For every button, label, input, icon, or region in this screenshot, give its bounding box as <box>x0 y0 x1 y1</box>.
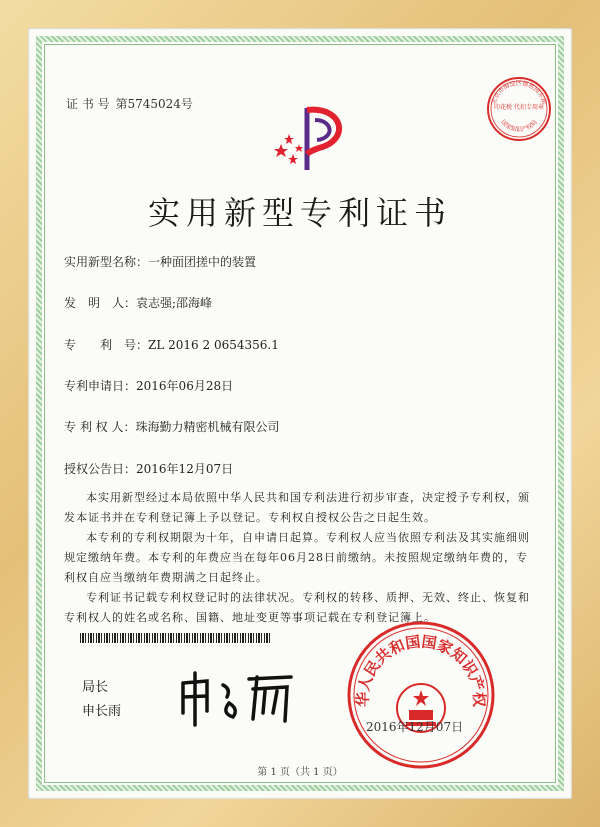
certificate-paper <box>28 28 572 799</box>
field-inventor: 发 明 人：袁志强;邵海峰 <box>64 296 213 310</box>
field-application-date: 专利申请日：2016年06月28日 <box>64 379 234 393</box>
issue-date: 2016年12月07日 <box>366 720 464 734</box>
seal-text: 华人民共和国国家知识产权 <box>353 632 489 708</box>
field-utility-name: 实用新型名称：一种面团搓中的装置 <box>64 255 257 269</box>
director-title: 局长 <box>82 680 109 695</box>
certificate-title: 实用新型专利证书 <box>147 194 452 232</box>
tax-seal-top-text: 北京市海淀区德胜园东街 <box>490 80 548 106</box>
body-paragraph: 本专利的专利权期限为十年，自申请日起算。专利权人应当依照专利法及其实施细则规定缴纳年费。本专利的年费应当在每年06月28日前缴纳。未按照规定缴纳年费的，专利权自应当缴纳年费期满之日起终止。 <box>64 531 530 584</box>
national-ip-office-seal <box>346 620 496 770</box>
svg-text:中华人民共和国国家知识产权局 <box>346 620 488 708</box>
tax-seal-bottom-text: 国家知识产权局 <box>499 118 539 134</box>
svg-text:北京市海淀区德胜园东街 <box>489 79 548 105</box>
page-number: 第 1 页（共 1 页） <box>257 767 343 778</box>
tax-seal <box>486 76 552 142</box>
tax-seal-center-text: 印花税 代扣专用章 <box>494 104 544 111</box>
body-paragraph: 专利证书记载专利权登记时的法律状况。专利权的转移、质押、无效、终止、恢复和专利权人的姓名或名称、国籍、地址变更等事项记载在专利登记簿上。 <box>64 591 530 624</box>
director-name: 申长雨 <box>82 704 122 719</box>
barcode <box>80 633 270 643</box>
certificate-number: 证 书 号 第5745024号 <box>66 97 193 111</box>
field-grant-date: 授权公告日：2016年12月07日 <box>64 462 234 476</box>
certificate-body <box>64 488 538 628</box>
field-patentee: 专 利 权 人：珠海勤力精密机械有限公司 <box>64 420 280 434</box>
patent-office-logo <box>273 100 353 180</box>
body-paragraph: 本实用新型经过本局依照中华人民共和国专利法进行初步审查，决定授予专利权，颁发本证书并在专利登记簿上予以登记。专利权自授权公告之日起生效。 <box>64 491 530 524</box>
field-patent-number: 专 利 号：ZL 2016 2 0654356.1 <box>64 338 279 352</box>
director-signature <box>173 663 303 733</box>
svg-text:国家知识产权局 <box>499 118 538 133</box>
